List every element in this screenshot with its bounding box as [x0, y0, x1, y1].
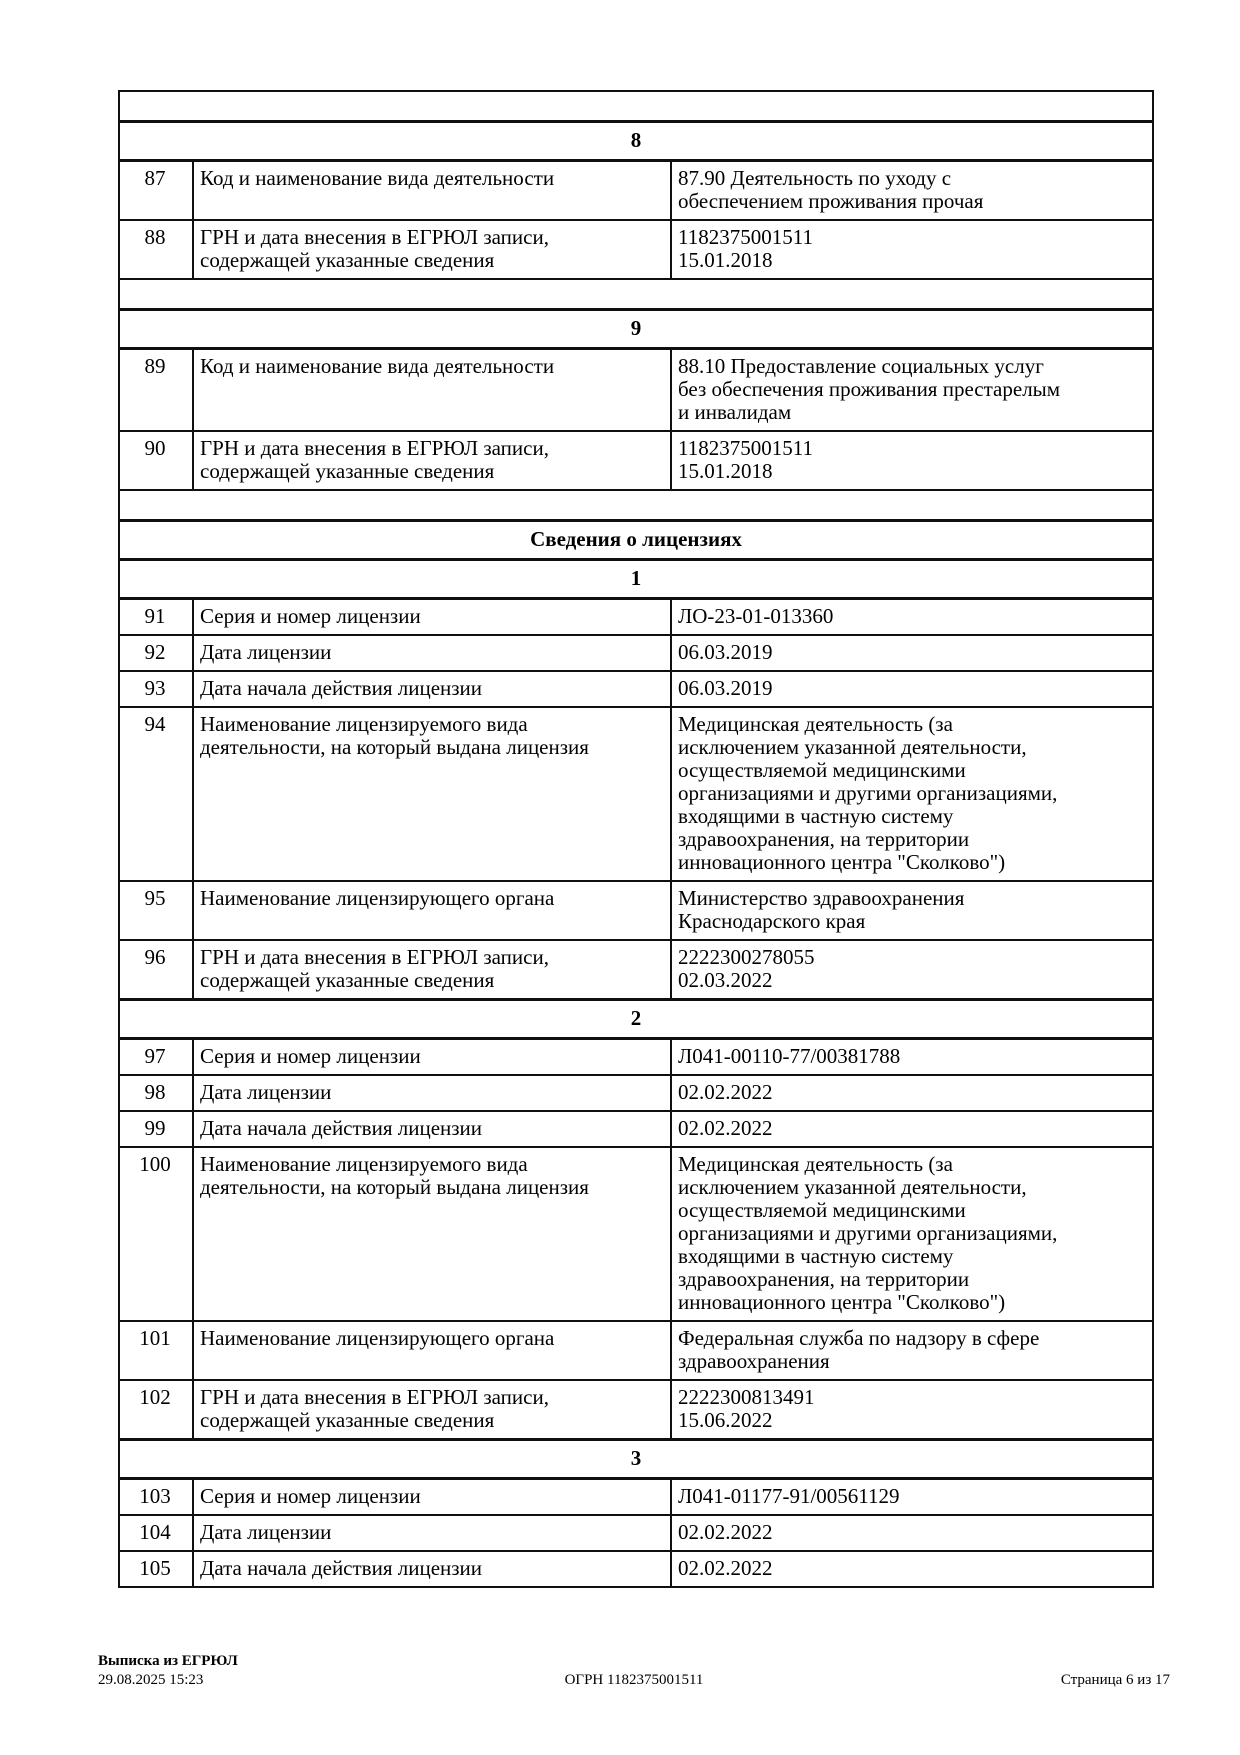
- section-header-cell: Сведения о лицензиях: [119, 521, 1153, 560]
- cell-text-line: 02.02.2022: [678, 1556, 773, 1580]
- table-row: [119, 1111, 1153, 1147]
- cell-text-line: Министерство здравоохранения: [678, 886, 965, 910]
- section-header-row: [119, 310, 1153, 349]
- field-name-cell: [193, 881, 671, 940]
- section-header-row: [119, 521, 1153, 560]
- field-name-cell: [193, 1380, 671, 1440]
- row-number-cell: 88: [119, 220, 193, 279]
- field-name-cell: [193, 1039, 671, 1076]
- field-name-cell: [193, 1321, 671, 1380]
- spacer-cell: [119, 490, 1153, 521]
- cell-text-line: Серия и номер лицензии: [200, 1044, 421, 1068]
- cell-text-line: здравоохранения: [678, 1349, 830, 1373]
- footer-ogrn: ОГРН 1182375001511: [564, 1672, 704, 1688]
- table-row: [119, 431, 1153, 490]
- table-row: [119, 349, 1153, 432]
- field-value-cell: [671, 349, 1153, 432]
- section-header-cell: 1: [119, 560, 1153, 599]
- cell-text-line: организациями и другими организациями,: [678, 781, 1058, 805]
- footer-left-block: [98, 1652, 238, 1690]
- cell-text-line: ГРН и дата внесения в ЕГРЮЛ записи,: [200, 1385, 549, 1409]
- cell-text-line: 15.01.2018: [678, 459, 773, 483]
- cell-text-line: 15.06.2022: [678, 1408, 773, 1432]
- row-number-cell: 100: [119, 1147, 193, 1321]
- cell-text-line: Краснодарского края: [678, 909, 866, 933]
- table-row: [119, 599, 1153, 636]
- field-value-cell: [671, 599, 1153, 636]
- section-header-row: [119, 1440, 1153, 1479]
- cell-text-line: осуществляемой медицинскими: [678, 758, 966, 782]
- field-value-cell: [671, 220, 1153, 279]
- cell-text-line: деятельности, на который выдана лицензия: [200, 735, 589, 759]
- cell-text-line: и инвалидам: [678, 400, 792, 424]
- row-number-cell: 91: [119, 599, 193, 636]
- cell-text-line: 88.10 Предоставление социальных услуг: [678, 354, 1044, 378]
- egrul-table: [118, 90, 1154, 1588]
- cell-text-line: Наименование лицензируемого вида: [200, 712, 528, 736]
- row-number-cell: 94: [119, 707, 193, 881]
- row-number-cell: 96: [119, 940, 193, 1000]
- cell-text-line: ГРН и дата внесения в ЕГРЮЛ записи,: [200, 225, 549, 249]
- cell-text-line: 02.02.2022: [678, 1080, 773, 1104]
- cell-text-line: 15.01.2018: [678, 248, 773, 272]
- cell-text-line: инновационного центра "Сколково"): [678, 1290, 1006, 1314]
- cell-text-line: Серия и номер лицензии: [200, 1484, 421, 1508]
- table-row: [119, 1551, 1153, 1587]
- cell-text-line: входящими в частную систему: [678, 804, 954, 828]
- row-number-cell: 93: [119, 671, 193, 707]
- field-name-cell: [193, 940, 671, 1000]
- section-header-row: [119, 1000, 1153, 1039]
- table-row: [119, 940, 1153, 1000]
- section-header-row: [119, 122, 1153, 161]
- cell-text-line: здравоохранения, на территории: [678, 1267, 970, 1291]
- field-value-cell: [671, 1039, 1153, 1076]
- field-value-cell: [671, 671, 1153, 707]
- spacer-row: [119, 91, 1153, 122]
- row-number-cell: 90: [119, 431, 193, 490]
- field-name-cell: [193, 599, 671, 636]
- egrul-table-body: [119, 91, 1153, 1587]
- cell-text-line: Дата лицензии: [200, 640, 332, 664]
- cell-text-line: входящими в частную систему: [678, 1244, 954, 1268]
- cell-text-line: 1182375001511: [678, 225, 813, 249]
- field-value-cell: [671, 940, 1153, 1000]
- field-name-cell: [193, 635, 671, 671]
- cell-text-line: здравоохранения, на территории: [678, 827, 970, 851]
- cell-text-line: 02.03.2022: [678, 968, 773, 992]
- spacer-row: [119, 490, 1153, 521]
- cell-text-line: 06.03.2019: [678, 640, 773, 664]
- cell-text-line: Дата начала действия лицензии: [200, 1116, 483, 1140]
- cell-text-line: Л041-00110-77/00381788: [678, 1044, 901, 1068]
- row-number-cell: 98: [119, 1075, 193, 1111]
- cell-text-line: содержащей указанные сведения: [200, 968, 495, 992]
- spacer-cell: [119, 279, 1153, 310]
- cell-text-line: Медицинская деятельность (за: [678, 1152, 953, 1176]
- cell-text-line: содержащей указанные сведения: [200, 459, 495, 483]
- cell-text-line: Дата начала действия лицензии: [200, 1556, 483, 1580]
- field-name-cell: [193, 161, 671, 221]
- row-number-cell: 103: [119, 1479, 193, 1516]
- section-header-row: [119, 560, 1153, 599]
- field-value-cell: [671, 707, 1153, 881]
- cell-text-line: инновационного центра "Сколково"): [678, 850, 1006, 874]
- row-number-cell: 92: [119, 635, 193, 671]
- cell-text-line: ЛО-23-01-013360: [678, 604, 834, 628]
- cell-text-line: Код и наименование вида деятельности: [200, 354, 555, 378]
- table-row: [119, 707, 1153, 881]
- table-row: [119, 1321, 1153, 1380]
- table-row: [119, 220, 1153, 279]
- section-header-cell: 8: [119, 122, 1153, 161]
- field-value-cell: [671, 1551, 1153, 1587]
- field-value-cell: [671, 1380, 1153, 1440]
- cell-text-line: содержащей указанные сведения: [200, 1408, 495, 1432]
- field-value-cell: [671, 1321, 1153, 1380]
- section-header-cell: 9: [119, 310, 1153, 349]
- cell-text-line: 02.02.2022: [678, 1520, 773, 1544]
- row-number-cell: 104: [119, 1515, 193, 1551]
- cell-text-line: Код и наименование вида деятельности: [200, 166, 555, 190]
- field-value-cell: [671, 1075, 1153, 1111]
- field-value-cell: [671, 881, 1153, 940]
- field-value-cell: [671, 1515, 1153, 1551]
- cell-text-line: обеспечением проживания прочая: [678, 189, 984, 213]
- field-value-cell: [671, 161, 1153, 221]
- field-name-cell: [193, 1075, 671, 1111]
- row-number-cell: 97: [119, 1039, 193, 1076]
- field-name-cell: [193, 349, 671, 432]
- table-row: [119, 1039, 1153, 1076]
- footer-datetime: 29.08.2025 15:23: [98, 1672, 204, 1688]
- table-row: [119, 1147, 1153, 1321]
- table-row: [119, 161, 1153, 221]
- cell-text-line: содержащей указанные сведения: [200, 248, 495, 272]
- cell-text-line: Медицинская деятельность (за: [678, 712, 953, 736]
- row-number-cell: 89: [119, 349, 193, 432]
- field-name-cell: [193, 707, 671, 881]
- cell-text-line: осуществляемой медицинскими: [678, 1198, 966, 1222]
- cell-text-line: Наименование лицензирующего органа: [200, 886, 555, 910]
- table-row: [119, 1515, 1153, 1551]
- table-row: [119, 671, 1153, 707]
- field-value-cell: [671, 1479, 1153, 1516]
- field-name-cell: [193, 671, 671, 707]
- row-number-cell: 99: [119, 1111, 193, 1147]
- cell-text-line: организациями и другими организациями,: [678, 1221, 1058, 1245]
- cell-text-line: 2222300278055: [678, 945, 815, 969]
- field-name-cell: [193, 1515, 671, 1551]
- cell-text-line: 87.90 Деятельность по уходу с: [678, 166, 952, 190]
- cell-text-line: Дата лицензии: [200, 1080, 332, 1104]
- row-number-cell: 105: [119, 1551, 193, 1587]
- cell-text-line: ГРН и дата внесения в ЕГРЮЛ записи,: [200, 436, 549, 460]
- cell-text-line: ГРН и дата внесения в ЕГРЮЛ записи,: [200, 945, 549, 969]
- table-row: [119, 1479, 1153, 1516]
- table-row: [119, 881, 1153, 940]
- cell-text-line: без обеспечения проживания престарелым: [678, 377, 1061, 401]
- footer: [98, 1652, 1170, 1690]
- field-name-cell: [193, 1551, 671, 1587]
- footer-doc-title: Выписка из ЕГРЮЛ: [98, 1653, 238, 1669]
- table-row: [119, 635, 1153, 671]
- cell-text-line: исключением указанной деятельности,: [678, 1175, 1027, 1199]
- section-header-cell: 2: [119, 1000, 1153, 1039]
- field-value-cell: [671, 1111, 1153, 1147]
- table-row: [119, 1075, 1153, 1111]
- cell-text-line: Дата лицензии: [200, 1520, 332, 1544]
- spacer-row: [119, 279, 1153, 310]
- egrul-table-container: [118, 90, 1154, 1588]
- field-name-cell: [193, 1111, 671, 1147]
- cell-text-line: 2222300813491: [678, 1385, 815, 1409]
- cell-text-line: деятельности, на который выдана лицензия: [200, 1175, 589, 1199]
- footer-page-number: Страница 6 из 17: [1060, 1672, 1170, 1688]
- field-name-cell: [193, 1147, 671, 1321]
- spacer-cell: [119, 91, 1153, 122]
- section-header-cell: 3: [119, 1440, 1153, 1479]
- field-name-cell: [193, 1479, 671, 1516]
- row-number-cell: 95: [119, 881, 193, 940]
- row-number-cell: 102: [119, 1380, 193, 1440]
- cell-text-line: Л041-01177-91/00561129: [678, 1484, 900, 1508]
- field-value-cell: [671, 1147, 1153, 1321]
- row-number-cell: 101: [119, 1321, 193, 1380]
- cell-text-line: 02.02.2022: [678, 1116, 773, 1140]
- cell-text-line: Наименование лицензирующего органа: [200, 1326, 555, 1350]
- cell-text-line: исключением указанной деятельности,: [678, 735, 1027, 759]
- cell-text-line: Дата начала действия лицензии: [200, 676, 483, 700]
- field-value-cell: [671, 635, 1153, 671]
- field-value-cell: [671, 431, 1153, 490]
- cell-text-line: Федеральная служба по надзору в сфере: [678, 1326, 1040, 1350]
- cell-text-line: 06.03.2019: [678, 676, 773, 700]
- table-row: [119, 1380, 1153, 1440]
- cell-text-line: Наименование лицензируемого вида: [200, 1152, 528, 1176]
- field-name-cell: [193, 431, 671, 490]
- cell-text-line: 1182375001511: [678, 436, 813, 460]
- row-number-cell: 87: [119, 161, 193, 221]
- cell-text-line: Серия и номер лицензии: [200, 604, 421, 628]
- field-name-cell: [193, 220, 671, 279]
